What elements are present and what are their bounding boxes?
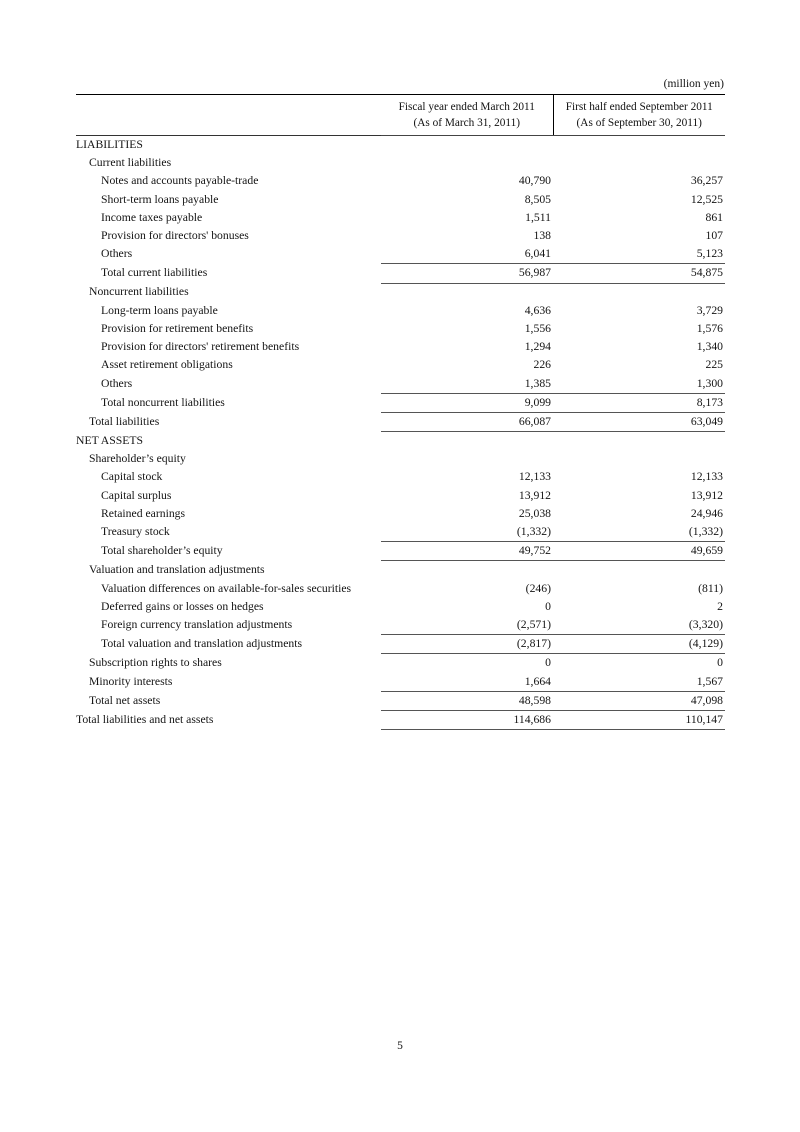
column-header-line2: (As of September 30, 2011) [576,116,702,129]
row-value-first-half-2011: 1,300 [696,376,723,390]
table-row [76,374,725,393]
row-label: Provision for retirement benefits [101,321,254,335]
row-value-first-half-2011: (811) [698,581,723,595]
table-row [76,691,725,710]
row-value-first-half-2011: 3,729 [696,303,723,317]
row-value-fiscal-year-2011 [381,154,553,172]
row-value-first-half-2011: 861 [705,210,723,224]
row-value-fiscal-year-2011 [381,561,553,580]
row-value-first-half-2011: 47,098 [553,691,725,710]
row-value-fiscal-year-2011: (1,332) [516,525,551,539]
row-value-fiscal-year-2011 [381,283,553,302]
row-value-fiscal-year-2011: 138 [533,229,551,243]
column-header-line1: Fiscal year ended March 2011 [398,101,535,113]
row-value-fiscal-year-2011: 1,664 [524,674,551,688]
table-row [76,672,725,691]
header-label-column [76,95,381,136]
row-label: Capital stock [101,470,163,484]
table-row [76,245,725,264]
table-row [76,283,725,302]
row-value-first-half-2011: 1,576 [696,321,723,335]
row-label: Foreign currency translation adjustments [101,618,293,632]
row-label: Treasury stock [101,525,170,539]
table-row [76,523,725,542]
row-label: Provision for directors' retirement benefits [101,340,300,354]
row-value-first-half-2011: 12,133 [690,470,723,484]
row-value-fiscal-year-2011: 4,636 [524,303,551,317]
row-value-fiscal-year-2011: 66,087 [381,412,553,431]
row-value-first-half-2011 [553,154,725,172]
table-row [76,542,725,561]
table-row [76,191,725,209]
row-value-first-half-2011: (4,129) [553,635,725,654]
table-row [76,356,725,374]
table-row [76,710,725,729]
row-value-fiscal-year-2011 [381,136,553,155]
table-row [76,580,725,598]
row-value-first-half-2011: 110,147 [553,710,725,729]
row-label: Total net assets [89,693,161,707]
row-value-first-half-2011: 63,049 [553,412,725,431]
row-value-first-half-2011: 36,257 [690,174,723,188]
row-label: Capital surplus [101,488,172,502]
table-row [76,264,725,283]
header-label-row [76,95,725,136]
table-row [76,393,725,412]
row-label: Total valuation and translation adjustments [101,637,303,651]
table-header [76,95,725,136]
row-value-fiscal-year-2011: 8,505 [524,192,551,206]
row-value-fiscal-year-2011 [381,432,553,451]
table-row [76,432,725,451]
table-row [76,468,725,486]
row-value-fiscal-year-2011: (2,817) [381,635,553,654]
row-label: Total current liabilities [101,266,208,280]
row-label: Long-term loans payable [101,303,218,317]
row-value-first-half-2011: 24,946 [690,506,723,520]
row-value-fiscal-year-2011: 49,752 [381,542,553,561]
units-note: (million yen) [663,78,724,90]
row-value-first-half-2011: 13,912 [690,488,723,502]
row-value-fiscal-year-2011: 9,099 [381,393,553,412]
table-row [76,338,725,356]
row-label: Valuation and translation adjustments [89,563,265,577]
row-value-first-half-2011: 1,340 [696,340,723,354]
row-value-fiscal-year-2011: 56,987 [381,264,553,283]
table-row [76,136,725,155]
row-value-fiscal-year-2011: (2,571) [516,617,551,631]
row-value-first-half-2011 [553,283,725,302]
row-label: Total liabilities [89,414,160,428]
row-label: Provision for directors' bonuses [101,229,249,243]
row-label: Retained earnings [101,506,186,520]
table-row [76,616,725,635]
row-label: Notes and accounts payable-trade [101,174,259,188]
table-row [76,505,725,523]
row-value-fiscal-year-2011: 25,038 [518,506,551,520]
row-label: Asset retirement obligations [101,358,233,372]
row-label: Minority interests [89,674,173,688]
table-row [76,209,725,227]
table-row [76,654,725,673]
row-value-fiscal-year-2011: (246) [525,581,551,595]
column-header-fiscal-year-2011 [381,95,553,136]
row-value-fiscal-year-2011: 1,556 [524,321,551,335]
table-row [76,320,725,338]
row-value-first-half-2011 [553,450,725,468]
table-row [76,450,725,468]
row-value-fiscal-year-2011: 6,041 [524,247,551,261]
row-label: Others [101,376,133,390]
table-row [76,561,725,580]
row-value-first-half-2011: (3,320) [688,617,723,631]
table-body [76,136,725,730]
row-value-first-half-2011: 49,659 [553,542,725,561]
row-value-fiscal-year-2011 [381,450,553,468]
row-value-first-half-2011: 8,173 [553,393,725,412]
balance-sheet-table [76,94,725,730]
row-value-fiscal-year-2011: 226 [533,358,551,372]
row-label: Shareholder’s equity [89,452,186,466]
row-value-fiscal-year-2011: 0 [545,599,551,613]
table-row [76,302,725,320]
row-label: NET ASSETS [76,433,144,447]
row-value-fiscal-year-2011: 1,385 [524,376,551,390]
table-row [76,172,725,190]
row-label: Valuation differences on available-for-sales securities [101,581,352,595]
row-value-first-half-2011: 107 [705,229,723,243]
row-value-first-half-2011: 54,875 [553,264,725,283]
column-header-first-half-2011 [553,95,725,136]
row-label: Total shareholder’s equity [101,544,223,558]
row-value-first-half-2011: 0 [717,656,723,670]
row-label: Income taxes payable [101,210,203,224]
row-value-first-half-2011 [553,561,725,580]
row-label: Short-term loans payable [101,192,219,206]
row-label: Total noncurrent liabilities [101,395,225,409]
column-header-line1: First half ended September 2011 [565,101,713,113]
row-value-fiscal-year-2011: 1,294 [524,340,551,354]
row-value-first-half-2011 [553,432,725,451]
row-value-first-half-2011: 12,525 [690,192,723,206]
row-value-fiscal-year-2011: 13,912 [518,488,551,502]
row-value-first-half-2011 [553,136,725,155]
row-label: Noncurrent liabilities [89,285,189,299]
row-value-fiscal-year-2011: 0 [545,656,551,670]
row-label: Subscription rights to shares [89,656,222,670]
row-label: Others [101,247,133,261]
row-label: Deferred gains or losses on hedges [101,599,264,613]
table-row [76,635,725,654]
row-value-fiscal-year-2011: 1,511 [525,210,551,224]
row-value-first-half-2011: 225 [705,358,723,372]
row-value-first-half-2011: 2 [717,599,723,613]
row-value-first-half-2011: (1,332) [688,525,723,539]
table-row [76,154,725,172]
table-row [76,412,725,431]
row-value-fiscal-year-2011: 12,133 [518,470,551,484]
row-label: Total liabilities and net assets [76,712,214,726]
table-row [76,227,725,245]
row-value-first-half-2011: 5,123 [696,247,723,261]
table-row [76,598,725,616]
page-number: 5 [397,1040,403,1052]
row-label: Current liabilities [89,156,172,170]
table-row [76,487,725,505]
row-value-first-half-2011: 1,567 [696,674,723,688]
row-value-fiscal-year-2011: 40,790 [518,174,551,188]
row-value-fiscal-year-2011: 114,686 [381,710,553,729]
row-value-fiscal-year-2011: 48,598 [381,691,553,710]
row-label: LIABILITIES [76,138,143,152]
column-header-line2: (As of March 31, 2011) [413,116,521,129]
